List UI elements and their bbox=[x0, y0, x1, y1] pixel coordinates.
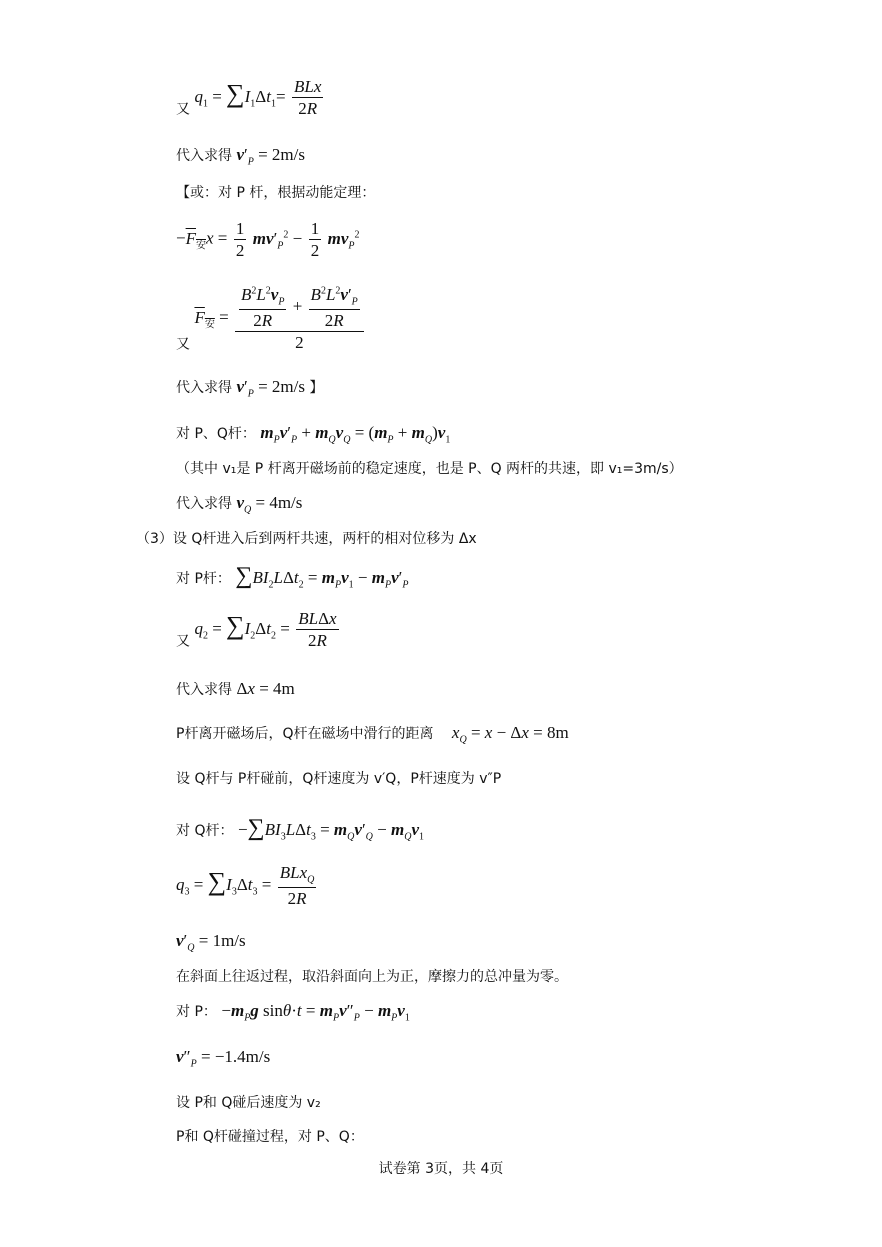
line-after-collision: 设 P和 Q碰后速度为 v₂ bbox=[176, 1095, 321, 1111]
line-vp-result-1: 代入求得 $v'_P = 2m/s$ bbox=[176, 145, 305, 168]
line-impulse-q: 对 Q杆： $-\sum BI_3L\Delta t_3 = m_Qv'_Q - m_Qv_1$ bbox=[176, 815, 424, 843]
line-vq-result: 代入求得 $v_Q = 4m/s$ bbox=[176, 493, 303, 516]
line-incline-note: 在斜面上往返过程，取沿斜面向上为正，摩擦力的总冲量为零。 bbox=[176, 969, 568, 985]
line-work-energy: $-F_安x$ = $\frac{1}{2}$ $mv'_P^2$ − $\frac{1}{2}$ $mv_P^2$ bbox=[176, 219, 360, 260]
line-dx-result: 代入求得 Δx = 4m bbox=[176, 679, 295, 698]
line-prefix: 对 P： bbox=[176, 1004, 217, 1020]
line-vp-result-2: 代入求得 $v'_P = 2m/s$ 】 bbox=[176, 377, 324, 400]
line-before-collision: 设 Q杆与 P杆碰前，Q杆速度为 v′Q，P杆速度为 v″P bbox=[176, 771, 502, 787]
line-impulse-incline: 对 P： $-m_Pg$ $\sin\theta\cdot t = m_Pv''_P - m_Pv_1$ bbox=[176, 1001, 410, 1024]
line-alternative-method: 【或：对 P 杆，根据动能定理： bbox=[176, 185, 376, 201]
line-q-slide-distance: P杆离开磁场后，Q杆在磁场中滑行的距离 $x_Q = x - \Delta x = 8m$ bbox=[176, 723, 569, 746]
line-vq-prime: $v'_Q = 1m/s$ bbox=[176, 931, 246, 954]
line-prefix: 对 P杆： bbox=[176, 571, 231, 587]
line-prefix: 对 Q杆： bbox=[176, 823, 234, 839]
line-prefix: 代入求得 bbox=[176, 496, 232, 512]
closing-bracket: 】 bbox=[309, 380, 324, 396]
line-vp-double-prime: $v''_P = -1.4m/s$ bbox=[176, 1047, 271, 1070]
line-q2-equation: 又 $q_2 = \sum I_2\Delta t_2$ = $\frac{\text{BLΔx}}{2R}$ bbox=[176, 609, 337, 650]
line-prefix: 代入求得 bbox=[176, 682, 232, 698]
line-note-v1: （其中 v₁是 P 杆离开磁场前的稳定速度，也是 P、Q 两杆的共速，即 v₁=3m/s） bbox=[176, 461, 683, 477]
line-q3-equation: $q_3 = \sum I_3\Delta t_3$ = $\frac{BLx_Q}{2R}$ bbox=[176, 863, 315, 909]
line-prefix: 又 bbox=[176, 101, 190, 118]
line-part3-heading: （3）设 Q杆进入后到两杆共速，两杆的相对位移为 Δx bbox=[136, 531, 477, 547]
line-impulse-p: 对 P杆： $\sum BI_2L\Delta t_2 = m_Pv_1 - m_Pv'_P$ bbox=[176, 563, 409, 591]
line-prefix: 又 bbox=[176, 336, 190, 353]
line-momentum-pq: 对 P、Q杆： $m_Pv'_P + m_Qv_Q = (m_P + m_Q)v_1$ bbox=[176, 423, 451, 446]
page-footer: 试卷第 3页，共 4页 bbox=[378, 1161, 504, 1177]
line-average-force: 又 $F_安$ = $\frac{B^2L^2v_P}{2R}$ + $\frac{B^2L^2v'_P}{2R}$ 2 bbox=[176, 286, 366, 352]
line-prefix: 代入求得 bbox=[176, 380, 232, 396]
line-prefix: 对 P、Q杆： bbox=[176, 426, 256, 442]
line-prefix: 又 bbox=[176, 633, 190, 650]
line-collision-process: P和 Q杆碰撞过程，对 P、Q： bbox=[176, 1129, 364, 1145]
line-prefix: 代入求得 bbox=[176, 148, 232, 164]
line-q1-equation: 又 $q_1 = \sum I_1\Delta t_1=$ $\frac{\text{BLx}}{2R}$ bbox=[176, 77, 322, 118]
line-text: P杆离开磁场后，Q杆在磁场中滑行的距离 bbox=[176, 726, 434, 742]
